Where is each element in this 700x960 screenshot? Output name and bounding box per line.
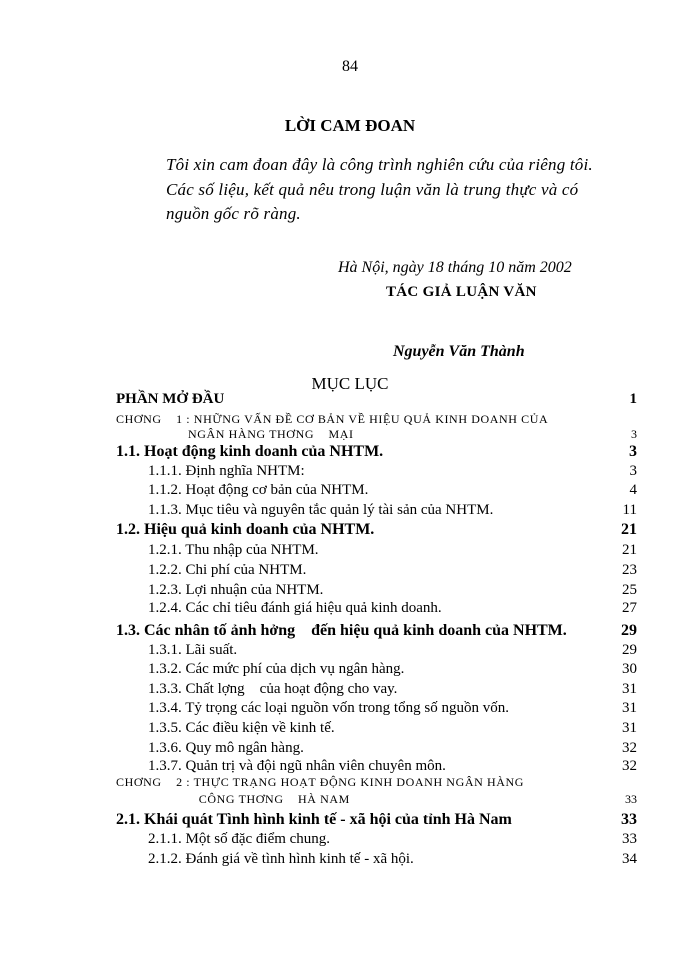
signature-date: Hà Nội, ngày 18 tháng 10 năm 2002 [338,259,572,276]
toc-entry [116,642,637,662]
toc-entry-page: 23 [622,562,637,578]
toc-entry-page: 34 [622,851,637,867]
toc-entry-title: 2.1. Khái quát Tình hình kinh tế - xã hội của tỉnh Hà Nam [116,811,512,828]
toc-entry-title: 1.2.2. Chi phí của NHTM. [148,562,307,578]
toc-entry-title: 1.2.4. Các chỉ tiêu đánh giá hiệu quả kinh doanh. [148,600,442,616]
toc-entry-page: 4 [629,482,637,498]
toc-entry-title: 1.3. Các nhân tố ảnh hởng đến hiệu quả kinh doanh của NHTM. [116,622,567,639]
toc-entry-title: 1.1.2. Hoạt động cơ bản của NHTM. [148,482,369,498]
toc-entry-title: 1.2.1. Thu nhập của NHTM. [148,542,319,558]
toc-entry [116,661,637,681]
toc-entry-page: 32 [622,758,637,774]
toc-entry [116,740,637,760]
declaration-line: Tôi xin cam đoan đây là công trình nghiên cứu của riêng tôi. [166,155,593,174]
toc-entry-page: 31 [622,681,637,697]
declaration-line: Các số liệu, kết quả nêu trong luận văn là trung thực và có [166,180,579,199]
toc-entry-page: 29 [622,642,637,658]
toc-entry-page: 33 [622,831,637,847]
signature-title: TÁC GIẢ LUẬN VĂN [386,284,537,300]
toc-entry-page: 30 [622,661,637,677]
toc-entry-title: 1.3.3. Chất lợng của hoạt động cho vay. [148,681,398,697]
toc-entry [116,720,637,740]
toc-entry-title: 1.3.5. Các điều kiện về kinh tế. [148,720,335,736]
toc-entry-page: 27 [622,600,637,616]
declaration-title: LỜI CAM ĐOAN [284,116,416,135]
toc-entry-title: 1.1.3. Mục tiêu và nguyên tắc quản lý tài sản của NHTM. [148,502,494,518]
toc-entry-title: PHẦN MỞ ĐẦU [116,391,225,407]
toc-entry [116,811,637,831]
toc-entry-page: 25 [622,582,637,598]
toc-entry-title: 2.1.2. Đánh giá về tình hình kinh tế - xã hội. [148,851,414,867]
toc-entry-title: 1.3.7. Quản trị và đội ngũ nhân viên chuyên môn. [148,758,446,774]
toc-entry-page: 32 [622,740,637,756]
toc-entry-title: CÔNG THƠNG HÀ NAM [116,792,350,806]
toc-entry-page: 33 [621,811,637,828]
toc-entry-page: 3 [629,443,637,460]
author-name: Nguyễn Văn Thành [393,343,525,360]
toc-entry [116,622,637,642]
toc-entry-title: 1.2.3. Lợi nhuận của NHTM. [148,582,324,598]
toc-entry-page: 3 [629,463,637,479]
toc-entry [116,391,637,411]
toc-entry-page: 31 [622,720,637,736]
toc-entry-page: 33 [625,792,637,806]
toc-entry [116,600,637,620]
toc-entry-page: 11 [622,502,637,518]
toc-entry-title: NGÂN HÀNG THƠNG MẠI [116,427,354,441]
toc-title: MỤC LỤC [311,374,389,393]
toc-entry [116,463,637,483]
toc-entry-title: CHƠNG 2 : THỰC TRẠNG HOẠT ĐỘNG KINH DOANH NGÂN HÀNG [116,775,525,789]
toc-entry [116,851,637,871]
toc-entry-page: 31 [622,700,637,716]
toc-entry [116,443,637,463]
toc-entry [116,542,637,562]
toc-entry-page: 3 [631,427,637,441]
toc-entry [116,792,637,812]
toc-entry-page: 29 [621,622,637,639]
toc-entry-title: 1.1. Hoạt động kinh doanh của NHTM. [116,443,384,460]
toc-entry [116,521,637,541]
toc-entry-page: 21 [621,521,637,538]
toc-entry-title: CHƠNG 1 : NHỮNG VẤN ĐỀ CƠ BẢN VỀ HIỆU QUẢ KINH DOANH CỦA [116,412,549,426]
toc-entry [116,562,637,582]
toc-entry-title: 1.1.1. Định nghĩa NHTM: [148,463,305,479]
page-number: 84 [342,58,358,75]
toc-entry-title: 1.3.6. Quy mô ngân hàng. [148,740,304,756]
toc-entry [116,502,637,522]
toc-entry [116,582,637,602]
toc-entry-title: 2.1.1. Một số đặc điểm chung. [148,831,331,847]
toc-entry-title: 1.2. Hiệu quả kinh doanh của NHTM. [116,521,375,538]
toc-entry [116,681,637,701]
toc-entry-page: 1 [629,391,637,407]
toc-entry-title: 1.3.1. Lãi suất. [148,642,238,658]
toc-entry-page: 21 [622,542,637,558]
toc-entry [116,831,637,851]
declaration-line: nguồn gốc rõ ràng. [166,204,301,223]
toc-entry-title: 1.3.4. Tỷ trọng các loại nguồn vốn trong tổng số nguồn vốn. [148,700,509,716]
toc-entry [116,482,637,502]
toc-entry [116,700,637,720]
toc-entry-title: 1.3.2. Các mức phí của dịch vụ ngân hàng. [148,661,405,677]
